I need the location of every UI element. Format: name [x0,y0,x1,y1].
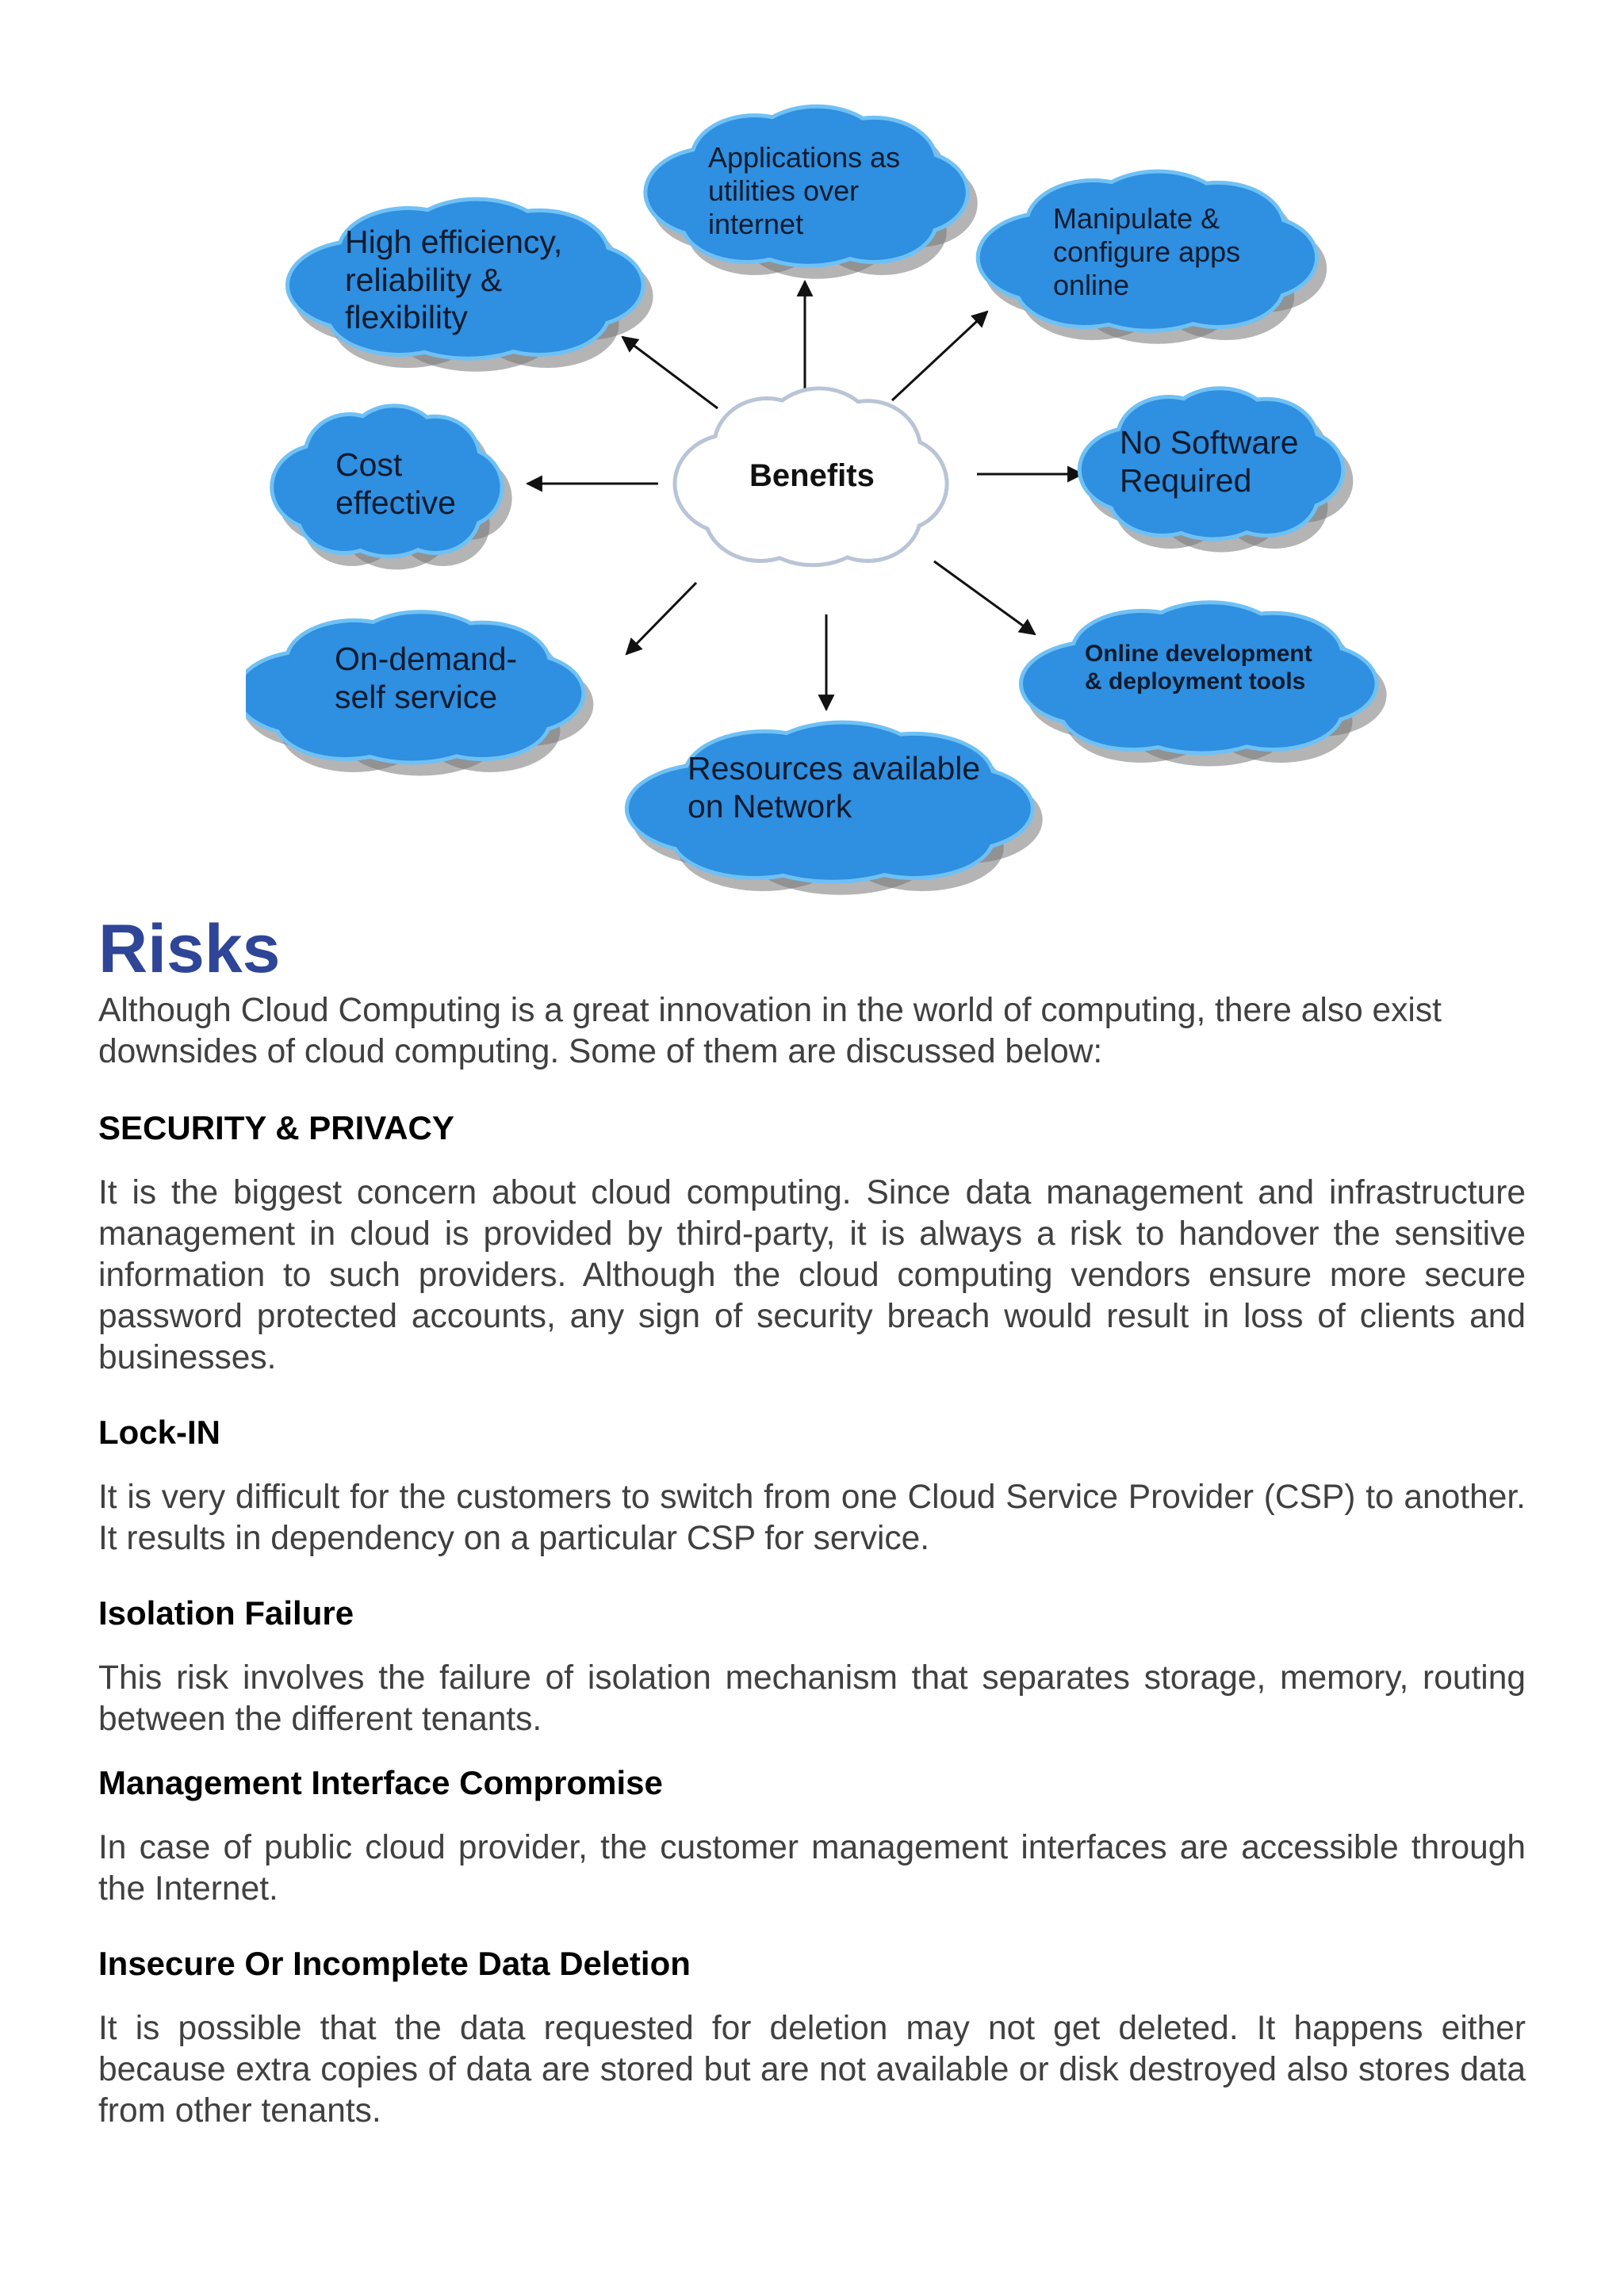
benefit-line: on Network [688,787,852,825]
arrow-manipulate [892,312,987,400]
arrow-online-dev [934,561,1035,634]
text-management-interface: In case of public cloud provider, the customer management interfaces are accessible through the Internet. [98,1828,1526,1908]
benefit-line: No Software [1120,424,1299,461]
benefit-line: & deployment tools [1085,668,1306,695]
benefit-line: effective [335,484,456,521]
benefit-line: online [1053,268,1130,301]
benefit-label-manipulate [1053,202,1240,301]
arrow-ondemand [626,583,696,654]
benefit-label-online-dev [1085,641,1312,696]
benefit-label-efficiency [345,224,562,337]
benefit-label-cost [335,446,456,522]
benefit-line: utilities over [708,174,860,207]
benefit-label-resources [688,750,980,825]
benefit-line: reliability & [345,261,503,298]
arrow-efficiency [622,337,718,408]
benefit-line: self service [335,678,498,715]
benefit-line: Required [1120,461,1252,499]
benefits-diagram [246,87,1396,904]
text-lock-in: It is very difficult for the customers to switch from one Cloud Service Provider (CSP) to another. It results in dependency on a particular CSP for service. [98,1478,1526,1557]
benefit-label-nosoftware [1120,424,1299,499]
benefit-line: Resources available [688,750,981,786]
text-isolation-failure: This risk involves the failure of isolation mechanism that separates storage, memory, routing between the different tenants. [98,1659,1526,1738]
text-data-deletion: It is possible that the data requested for deletion may not get deleted. It happens either because extra copies of data are stored but are not available or disk destroyed also stores data from other tenants. [98,2009,1526,2130]
heading-lock-in: Lock-IN [98,1413,221,1451]
benefit-line: configure apps [1053,235,1241,268]
benefit-line: High efficiency, [345,224,563,260]
benefit-label-apps [708,141,900,240]
benefit-line: Online development [1085,641,1312,667]
benefit-line: internet [708,207,804,240]
risks-section [98,912,1526,2132]
heading-data-deletion: Insecure Or Incomplete Data Deletion [98,1944,691,1982]
heading-management-interface: Management Interface Compromise [98,1763,663,1801]
benefit-line: Manipulate & [1053,202,1220,235]
benefit-line: flexibility [345,299,468,336]
heading-security-privacy: SECURITY & PRIVACY [98,1108,454,1146]
benefit-line: Cost [335,446,403,483]
risks-title: Risks [98,911,281,987]
benefit-line: Applications as [708,141,901,174]
center-label: Benefits [749,458,875,493]
heading-isolation-failure: Isolation Failure [98,1594,354,1632]
benefit-line: On-demand- [335,641,518,677]
text-security-privacy: It is the biggest concern about cloud computing. Since data management and infrastructure management in cloud is provided by third-party, it is always a risk to handover the sensitive information to such providers. Although the cloud computing vendors ensure more secure password protected accounts, any sign of security breach would result in loss of clients and businesses. [98,1173,1526,1376]
risks-intro: Although Cloud Computing is a great innovation in the world of computing, there also exist downsides of cloud computing. Some of them are discussed below: [98,991,1442,1070]
benefit-label-ondemand [335,641,517,716]
